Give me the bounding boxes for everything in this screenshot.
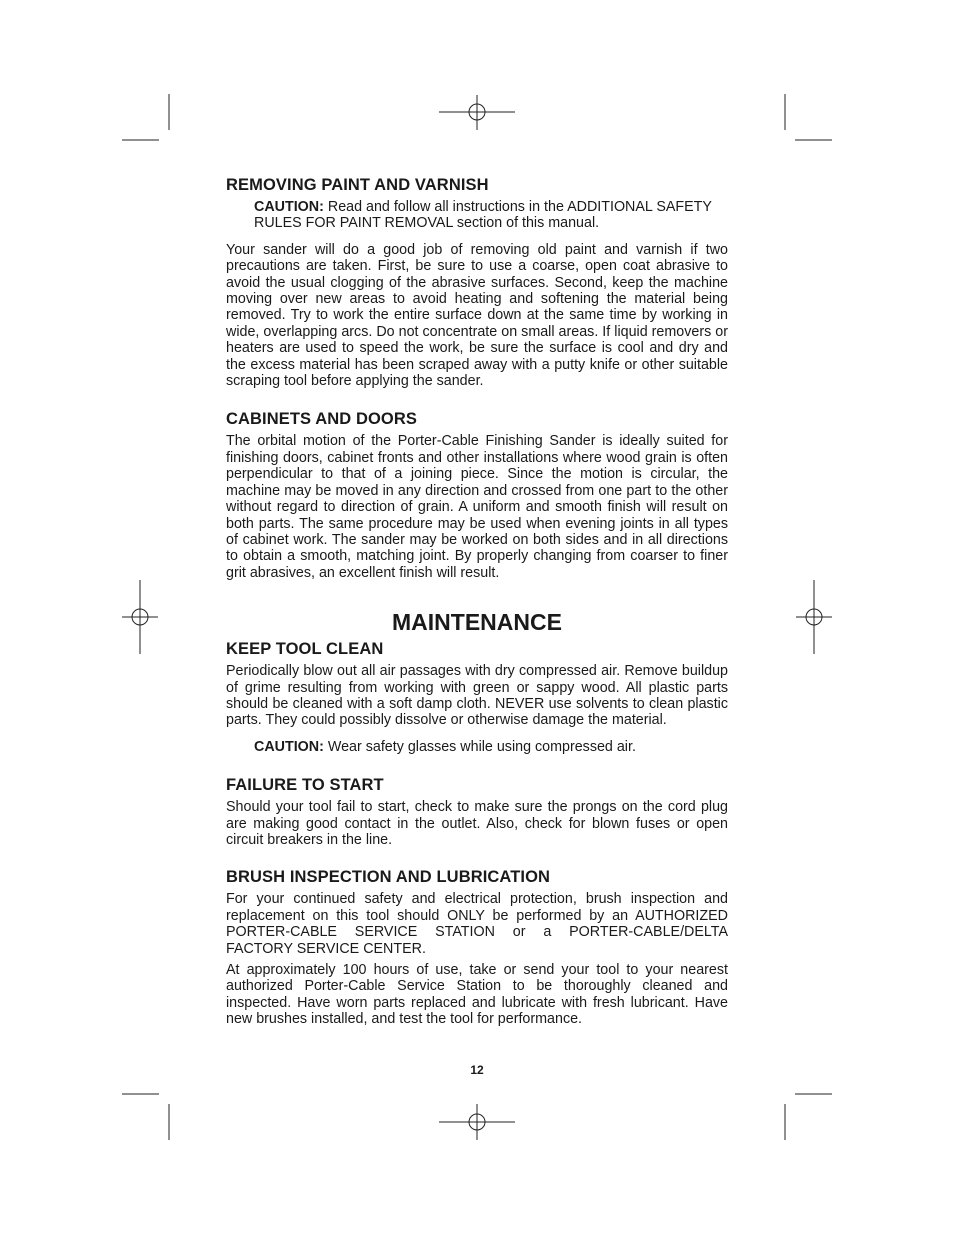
section-heading-removing-paint: REMOVING PAINT AND VARNISH	[226, 176, 489, 194]
caution-text: Wear safety glasses while using compressed air.	[323, 738, 636, 755]
maintenance-title: MAINTENANCE	[392, 609, 562, 636]
caution-safety-glasses	[254, 739, 728, 755]
section-heading-brush-inspection: BRUSH INSPECTION AND LUBRICATION	[226, 868, 551, 887]
paragraph-keep-clean: Periodically blow out all air passages with dry compressed air. Remove buildup of grime resulting from working with green or sappy wood. All plastic parts should be cleaned with a soft damp cloth. NEVER use solvents to clean plastic parts. They could possibly dissolve or otherwise damage the material.	[226, 663, 728, 729]
section-heading-cabinets: CABINETS AND DOORS	[226, 410, 417, 429]
caution-label: CAUTION:	[254, 738, 324, 755]
caution-label: CAUTION:	[254, 199, 324, 215]
registration-mark-bottom-icon	[439, 1104, 515, 1140]
registration-mark-top-icon	[439, 95, 515, 130]
caution-text: Read and follow all instructions in the ADDITIONAL SAFETY RULES FOR PAINT REMOVAL section of this manual.	[254, 199, 712, 232]
paragraph-brush-inspection-2: At approximately 100 hours of use, take or send your tool to your nearest authorized Porter-Cable Service Station to be thoroughly cleaned and inspected. Have worn parts replaced and lubricate with fresh lubricant. Have new brushes installed, and test the tool for performance.	[226, 962, 728, 1028]
page-number: 12	[470, 1063, 484, 1077]
paragraph-cabinets: The orbital motion of the Porter-Cable Finishing Sander is ideally suited for finishing doors, cabinet fronts and other installations where wood grain is often perpendicular to that of a joining piece. Since the motion is circular, the machine may be moved in any direction and crossed from one part to the other without regard to direction of grain. A uniform and smooth finish will result on both parts. The same procedure may be used when evening joints in all types of cabinet work. The sander may be worked on both sides and in all directions to obtain a smooth, matching joint. By properly changing from coarser to finer grit abrasives, an excellent finish will result.	[226, 433, 728, 581]
registration-mark-left-icon	[122, 580, 158, 654]
section-heading-failure-to-start: FAILURE TO START	[226, 776, 384, 795]
registration-mark-right-icon	[796, 580, 832, 654]
section-heading-keep-clean: KEEP TOOL CLEAN	[226, 640, 384, 659]
paragraph-brush-inspection-1: For your continued safety and electrical protection, brush inspection and replacement on this tool should ONLY be performed by an AUTHORIZED PORTER-CABLE SERVICE STATION or a PORTER-CABLE/DELTA FACTORY SERVICE CENTER.	[226, 891, 728, 957]
caution-paint-removal	[254, 199, 728, 232]
page-content	[226, 175, 728, 1028]
paragraph-failure-to-start: Should your tool fail to start, check to make sure the prongs on the cord plug are making good contact in the outlet. Also, check for blown fuses or open circuit breakers in the line.	[226, 799, 728, 848]
paragraph-removing-paint: Your sander will do a good job of removing old paint and varnish if two precautions are taken. First, be sure to use a coarse, open coat abrasive to avoid the usual clogging of the abrasive surfaces. Second, keep the machine moving over new areas to avoid heating and softening the material being removed. Try to work the entire surface down at the same time by working in wide, overlapping arcs. Do not concentrate on small areas. If liquid removers or heaters are used to speed the work, be sure the surface is cool and dry and the excess material has been scraped away with a putty knife or other suitable scraping tool before applying the sander.	[226, 241, 728, 390]
